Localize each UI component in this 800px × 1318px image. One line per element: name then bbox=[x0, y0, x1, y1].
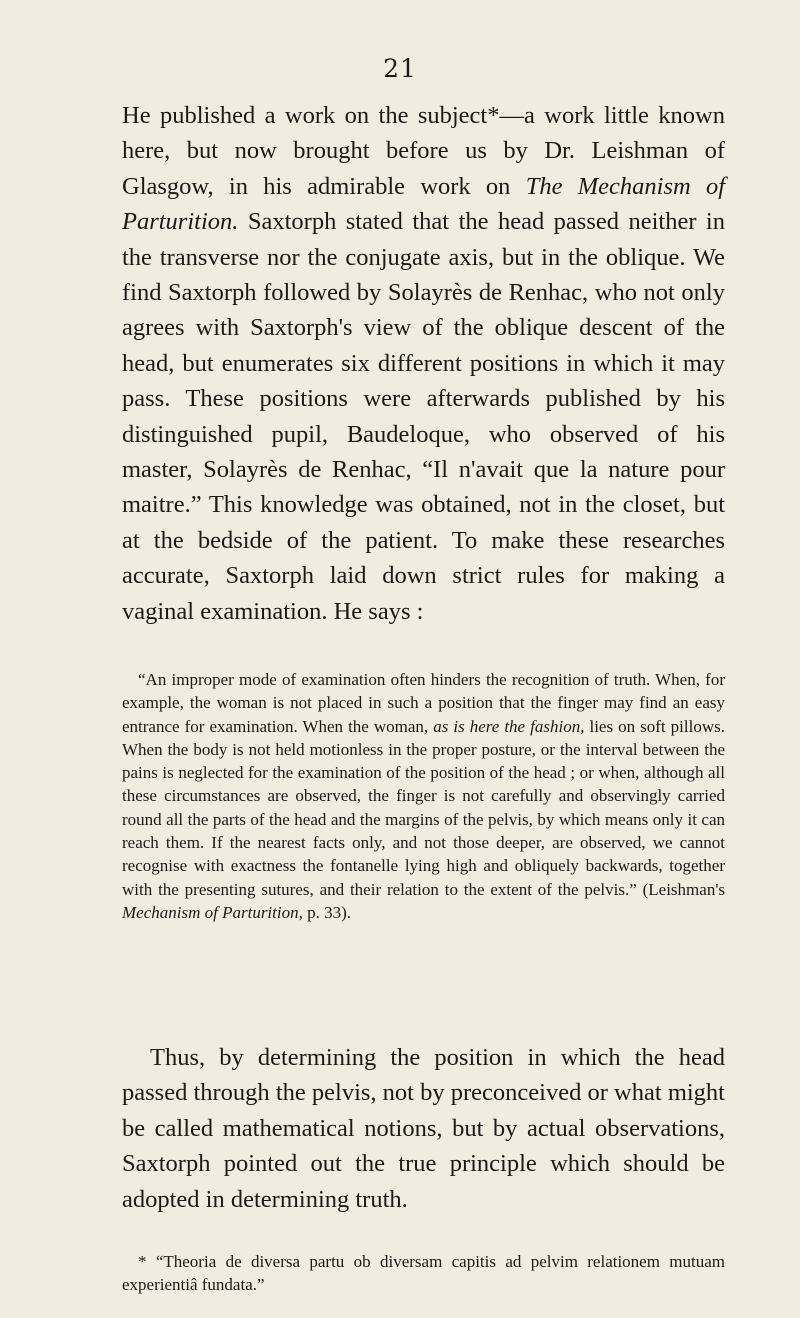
paragraph1-text-a: He published a work on the subject*—a work little known here, but now brought before us by Dr. Leishman of Glasgow, in his admirable work on bbox=[122, 102, 725, 200]
quote-italic-title: Mechanism of Parturition, bbox=[122, 902, 303, 922]
page-number: 21 bbox=[383, 54, 417, 83]
block-quote bbox=[122, 668, 725, 924]
paragraph1-text-b: Saxtorph stated that the head passed neither in the transverse nor the conjugate axis, but in the oblique. We find Saxtorph followed by Solayrès de Renhac, who not only agrees with Saxtorph's view of the oblique descent of the head, but enumerates six different positions in which it may pass. These positions were afterwards published by his distinguished pupil, Baudeloque, who observed of his master, Solayrès de Renhac, “Il n'avait que la nature pour maitre.” This knowledge was obtained, not in the closet, but at the bedside of the patient. To make these researches accurate, Saxtorph laid down strict rules for making a vaginal examination. He says : bbox=[122, 208, 725, 625]
quote-text-b: lies on soft pillows. When the body is not held motionless in the proper posture, or the interval between the pains is neglected for the examination of the position of the head ; or when, although all these circumstances are observed, the finger is not carefully and observingly carried round all the parts of the head and the margins of the pelvis, by which means only it can reach them. If the nearest facts only, and not those deeper, are observed, we cannot recognise with exactness the fontanelle lying high and obliquely backwards, together with the presenting sutures, and their relation to the extent of the pelvis.” (Leishman's bbox=[122, 716, 725, 899]
book-title-mechanism: The Mechanism of Parturition. bbox=[122, 172, 726, 236]
paragraph-conclusion: Thus, by determining the position in which the head passed through the pelvis, not by preconceived or what might be called mathematical notions, but by actual observations, Saxtorph pointed out the true principle which should be adopted in determining truth. bbox=[122, 1044, 725, 1213]
quote-text-a: “An improper mode of examination often hinders the recognition of truth. When, for example, the woman is not placed in such a position that the finger may find an easy entrance for examination. When the woman, bbox=[122, 670, 725, 736]
quote-italic-fashion: as is here the fashion, bbox=[433, 716, 585, 736]
paragraph-saxtorph bbox=[122, 98, 725, 629]
quote-text-c: p. 33). bbox=[302, 902, 352, 922]
footnote: * “Theoria de diversa partu ob diversam capitis ad pelvim relationem mutuam experientiâ fundata.” bbox=[122, 1252, 725, 1295]
